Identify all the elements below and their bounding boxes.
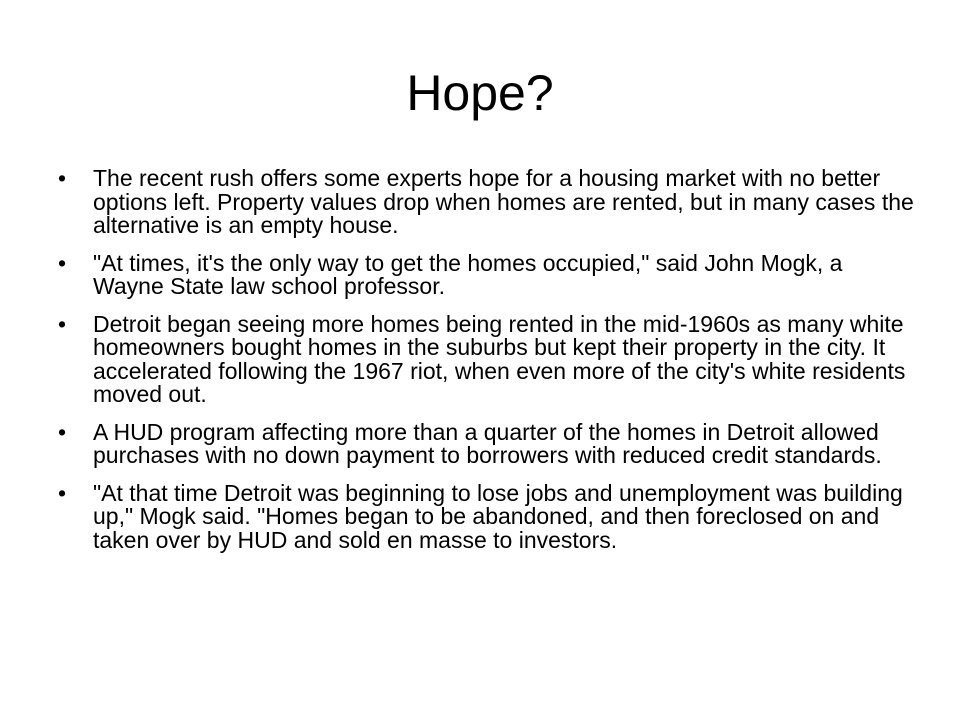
bullet-text: A HUD program affecting more than a quarter of the homes in Detroit allowed purchases with no down payment to borrowers with reduced credit standards. (93, 418, 882, 468)
bullet-item (58, 479, 918, 553)
bullet-text: "At times, it's the only way to get the homes occupied," said John Mogk, a Wayne State law school professor. (93, 249, 843, 299)
bullet-point-icon: • (58, 165, 67, 191)
bullet-point-icon: • (58, 479, 67, 506)
bullet-point-icon: • (58, 418, 67, 445)
bullet-item (58, 310, 918, 407)
bullet-item (58, 167, 918, 238)
bullet-item (58, 418, 918, 468)
bullet-text: The recent rush offers some experts hope for a housing market with no better options left. Property values drop when homes are rented, but in many cases the alternative is an empty house. (93, 165, 914, 238)
bullet-text: Detroit began seeing more homes being rented in the mid-1960s as many white homeowners bought homes in the suburbs but kept their property in the city. It accelerated following the 1967 riot, when even more of the city's white residents moved out. (93, 310, 906, 407)
slide-title: Hope? (406, 65, 554, 121)
bullet-text: "At that time Detroit was beginning to lose jobs and unemployment was building up," Mogk said. "Homes began to be abandoned, and then foreclosed on and taken over by HUD and sold en masse to investors. (93, 479, 903, 553)
bullet-point-icon: • (58, 249, 67, 276)
bullet-item (58, 249, 918, 299)
bullet-list (58, 167, 918, 566)
bullet-point-icon: • (58, 310, 67, 337)
